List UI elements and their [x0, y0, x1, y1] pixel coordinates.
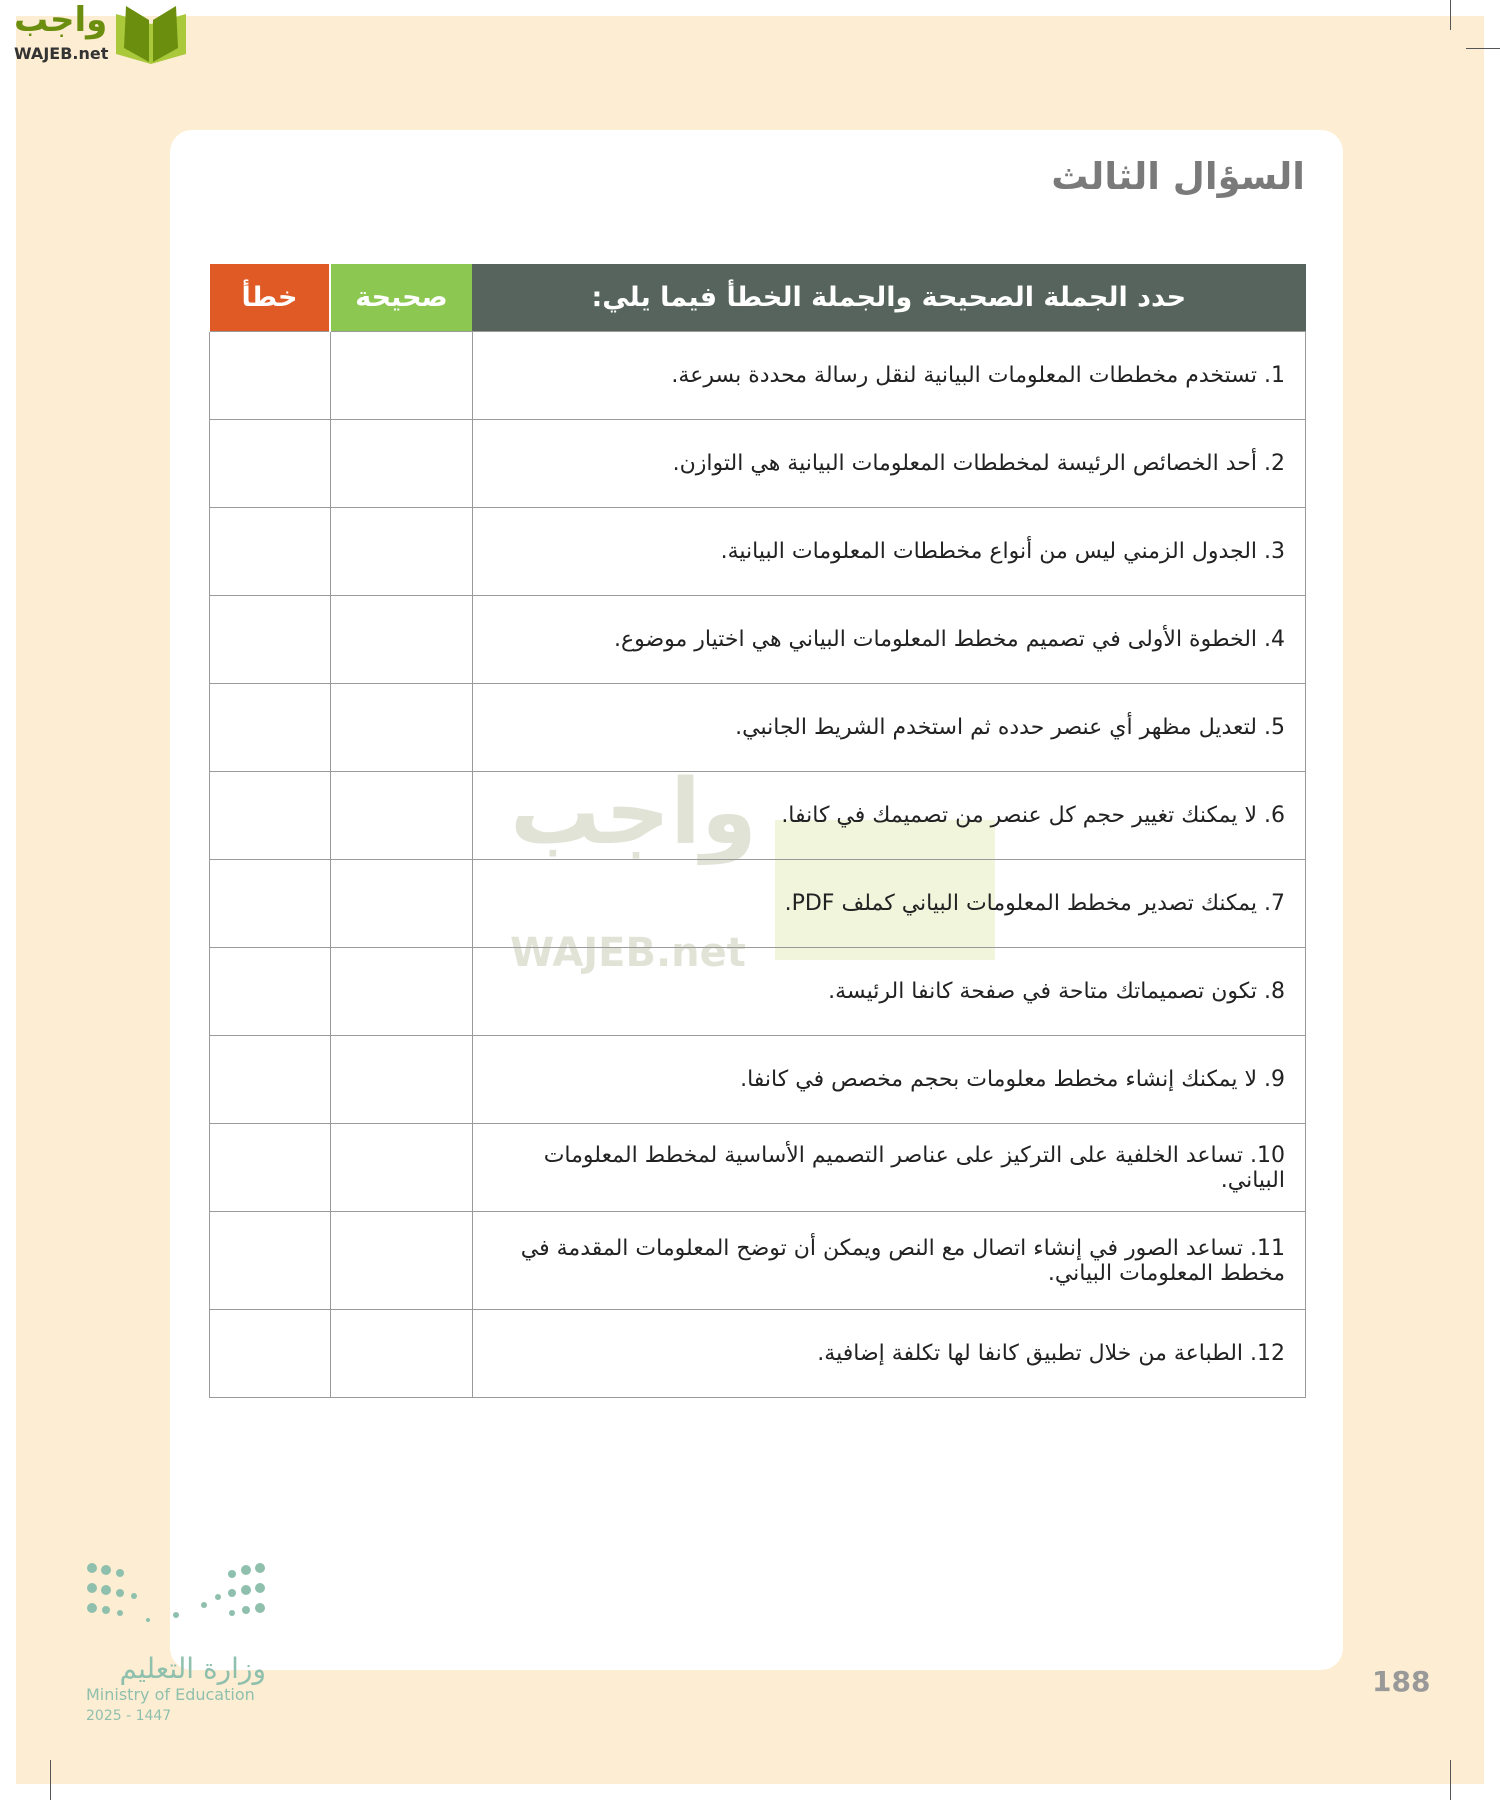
- false-answer-cell[interactable]: [209, 1036, 330, 1124]
- table-row: [209, 1212, 1306, 1310]
- table-row: [209, 860, 1306, 948]
- statement-text: 6. لا يمكنك تغيير حجم كل عنصر من تصميمك في كانفا.: [472, 772, 1306, 860]
- false-answer-cell[interactable]: [209, 508, 330, 596]
- table-row: [209, 772, 1306, 860]
- true-answer-cell[interactable]: [330, 1036, 472, 1124]
- table-row: [209, 508, 1306, 596]
- statement-text: 5. لتعديل مظهر أي عنصر حدده ثم استخدم الشريط الجانبي.: [472, 684, 1306, 772]
- false-answer-cell[interactable]: [209, 1212, 330, 1310]
- false-answer-cell[interactable]: [209, 1310, 330, 1398]
- true-answer-cell[interactable]: [330, 684, 472, 772]
- true-answer-cell[interactable]: [330, 420, 472, 508]
- statement-text: 8. تكون تصميماتك متاحة في صفحة كانفا الرئيسة.: [472, 948, 1306, 1036]
- false-answer-cell[interactable]: [209, 332, 330, 420]
- true-answer-cell[interactable]: [330, 1310, 472, 1398]
- false-answer-cell[interactable]: [209, 684, 330, 772]
- statement-text: 11. تساعد الصور في إنشاء اتصال مع النص ويمكن أن توضح المعلومات المقدمة في مخطط المعلومات البياني.: [472, 1212, 1306, 1310]
- statement-text: 3. الجدول الزمني ليس من أنواع مخططات المعلومات البيانية.: [472, 508, 1306, 596]
- true-answer-cell[interactable]: [330, 860, 472, 948]
- statement-text: 4. الخطوة الأولى في تصميم مخطط المعلومات البياني هي اختيار موضوع.: [472, 596, 1306, 684]
- table-row: [209, 1124, 1306, 1212]
- false-answer-cell[interactable]: [209, 860, 330, 948]
- table-row: [209, 1036, 1306, 1124]
- crop-mark: [1450, 1760, 1451, 1800]
- table-row: [209, 684, 1306, 772]
- true-answer-cell[interactable]: [330, 772, 472, 860]
- crop-mark: [1450, 0, 1451, 30]
- true-answer-cell[interactable]: [330, 948, 472, 1036]
- statement-text: 2. أحد الخصائص الرئيسة لمخططات المعلومات البيانية هي التوازن.: [472, 420, 1306, 508]
- table-row: [209, 420, 1306, 508]
- statement-text: 9. لا يمكنك إنشاء مخطط معلومات بحجم مخصص في كانفا.: [472, 1036, 1306, 1124]
- table-row: [209, 1310, 1306, 1398]
- statement-text: 1. تستخدم مخططات المعلومات البيانية لنقل رسالة محددة بسرعة.: [472, 332, 1306, 420]
- statement-text: 7. يمكنك تصدير مخطط المعلومات البياني كملف PDF.: [472, 860, 1306, 948]
- book-icon: [108, 4, 194, 66]
- ministry-logo: وزارة التعليم Ministry of Education 2025 - 1447: [86, 1560, 266, 1724]
- header-false: خطأ: [209, 264, 330, 332]
- true-answer-cell[interactable]: [330, 1212, 472, 1310]
- crop-mark: [50, 1760, 51, 1800]
- ministry-dots-icon: [86, 1560, 266, 1630]
- false-answer-cell[interactable]: [209, 772, 330, 860]
- true-answer-cell[interactable]: [330, 332, 472, 420]
- statement-text: 12. الطباعة من خلال تطبيق كانفا لها تكلفة إضافية.: [472, 1310, 1306, 1398]
- page-number: 188: [1372, 1665, 1431, 1698]
- statement-text: 10. تساعد الخلفية على التركيز على عناصر التصميم الأساسية لمخطط المعلومات البياني.: [472, 1124, 1306, 1212]
- false-answer-cell[interactable]: [209, 596, 330, 684]
- table-row: [209, 948, 1306, 1036]
- table-row: [209, 596, 1306, 684]
- true-answer-cell[interactable]: [330, 1124, 472, 1212]
- true-answer-cell[interactable]: [330, 596, 472, 684]
- true-false-table: [208, 264, 1306, 1398]
- true-answer-cell[interactable]: [330, 508, 472, 596]
- table-header: [209, 264, 1306, 332]
- false-answer-cell[interactable]: [209, 948, 330, 1036]
- wajeb-logo: واجب WAJEB.net: [8, 4, 188, 66]
- page-title: السؤال الثالث: [1051, 155, 1305, 198]
- header-question: حدد الجملة الصحيحة والجملة الخطأ فيما يلي:: [472, 264, 1306, 332]
- crop-mark: [1466, 48, 1500, 49]
- header-true: صحيحة: [330, 264, 472, 332]
- false-answer-cell[interactable]: [209, 420, 330, 508]
- table-row: [209, 332, 1306, 420]
- false-answer-cell[interactable]: [209, 1124, 330, 1212]
